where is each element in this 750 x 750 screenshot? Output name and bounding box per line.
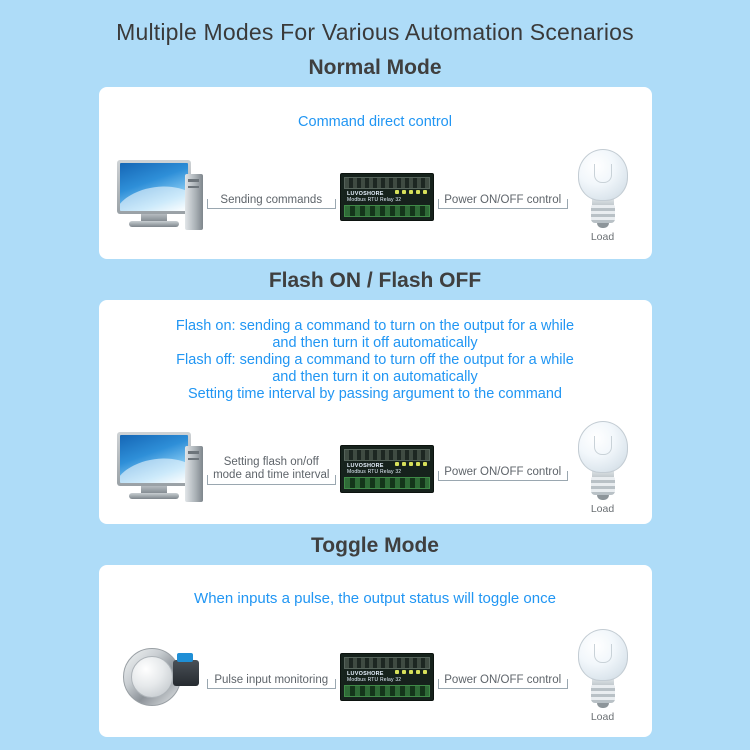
pushbutton-icon	[117, 644, 203, 710]
load-label: Load	[590, 503, 615, 515]
board-leds	[395, 670, 427, 674]
link-label-line2: mode and time interval	[213, 469, 330, 481]
load-label: Load	[590, 231, 615, 243]
section-title-flash-mode: Flash ON / Flash OFF	[268, 269, 482, 292]
link-flash-settings	[207, 445, 337, 493]
board-brand: LUVOSHORE	[347, 190, 384, 197]
link-label: Sending commands	[220, 194, 323, 206]
link-power-control	[438, 449, 568, 489]
caption-flash-line-1: Flash on: sending a command to turn on the output for a while	[175, 318, 575, 334]
caption-flash-line-4: and then turn it on automatically	[272, 369, 478, 385]
page-title: Multiple Modes For Various Automation Scenarios	[116, 19, 634, 45]
caption-flash-line-2: and then turn it off automatically	[272, 335, 478, 351]
link-label: Pulse input monitoring	[214, 674, 329, 686]
load-label: Load	[590, 711, 615, 723]
relay-board	[340, 173, 434, 221]
relay-board	[340, 653, 434, 701]
board-brand: LUVOSHORE	[347, 462, 384, 469]
board-leds	[395, 190, 427, 194]
caption-normal-mode: Command direct control	[298, 114, 452, 130]
section-title-normal-mode: Normal Mode	[308, 56, 442, 79]
link-label: Power ON/OFF control	[444, 466, 562, 478]
caption-toggle-mode: When inputs a pulse, the output status will toggle once	[194, 590, 556, 607]
caption-flash-line-3: Flash off: sending a command to turn off the output for a while	[176, 352, 574, 368]
caption-flash-line-5: Setting time interval by passing argument to the command	[188, 386, 562, 402]
computer-icon	[117, 432, 203, 506]
link-power-control	[438, 177, 568, 217]
link-label: Power ON/OFF control	[444, 674, 562, 686]
light-bulb-icon	[572, 149, 634, 245]
link-label: Power ON/OFF control	[444, 194, 562, 206]
link-sending-commands	[207, 177, 337, 217]
link-label-line1: Setting flash on/off	[223, 456, 319, 468]
board-model: Modbus RTU Relay 32	[347, 196, 402, 203]
pc-tower-icon	[185, 446, 203, 502]
monitor-screen	[117, 160, 191, 214]
computer-icon	[117, 160, 203, 234]
card-normal-mode	[99, 87, 652, 259]
section-title-toggle-mode: Toggle Mode	[311, 534, 439, 557]
board-model: Modbus RTU Relay 32	[347, 468, 402, 475]
monitor-screen	[117, 432, 191, 486]
link-pulse-input	[207, 657, 337, 697]
card-toggle-mode	[99, 565, 652, 737]
monitor-stand	[141, 486, 167, 493]
relay-board	[340, 445, 434, 493]
card-flash-mode	[99, 300, 652, 524]
light-bulb-icon	[572, 629, 634, 725]
link-power-control	[438, 657, 568, 697]
light-bulb-icon	[572, 421, 634, 517]
board-brand: LUVOSHORE	[347, 670, 384, 677]
pc-tower-icon	[185, 174, 203, 230]
board-leds	[395, 462, 427, 466]
monitor-base	[129, 493, 179, 499]
link-label	[207, 456, 337, 482]
monitor-stand	[141, 214, 167, 221]
board-model: Modbus RTU Relay 32	[347, 676, 402, 683]
monitor-base	[129, 221, 179, 227]
